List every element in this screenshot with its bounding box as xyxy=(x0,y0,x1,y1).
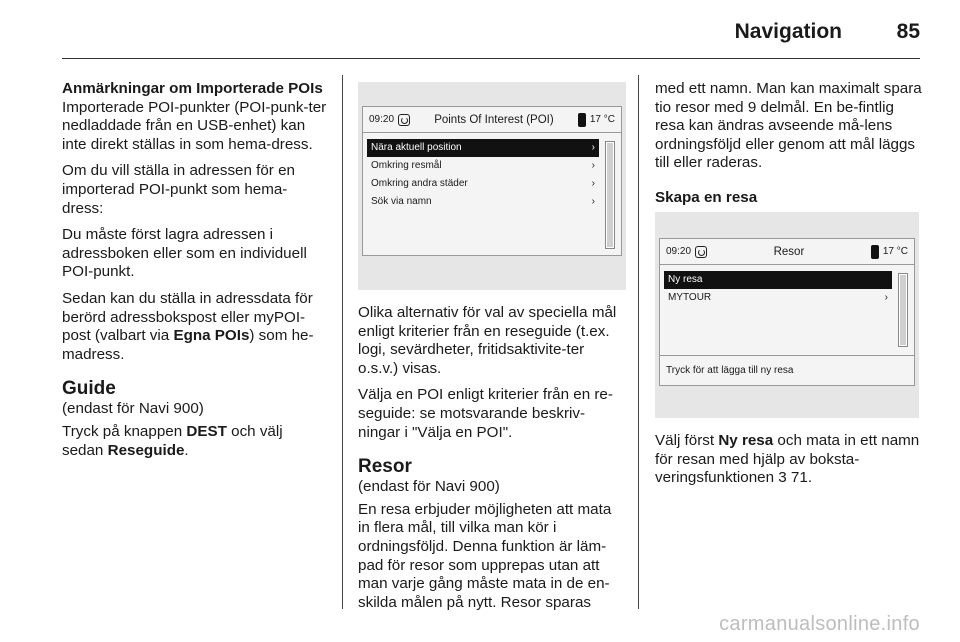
bold-term: Ny resa xyxy=(718,432,774,449)
screen-title: Points Of Interest (POI) xyxy=(434,113,554,126)
bold-term: DEST xyxy=(186,422,227,440)
paragraph: Du måste först lagra adressen i adressboken eller som en individuell POI-punkt. xyxy=(62,226,307,281)
paragraph: En resa erbjuder möjligheten att mata in flera mål, till vilka man kör i ordningsföljd. Denna funktion är läm-pad för resor som upprepas utan att man varje gång måste mata in de en-skilda målen på nytt. Resor sparas xyxy=(358,500,612,611)
trip-item-mytour[interactable] xyxy=(664,289,892,307)
paragraph: Välja en POI enligt kriterier från en re-seguide: se motsvarande beskriv-ningar i "Välja en POI". xyxy=(358,386,613,441)
text: Sedan kan du ställa in adressdata för berörd adressbokspost eller myPOI-post (valbart via xyxy=(62,289,313,345)
screen-temp: 17 °C xyxy=(589,114,615,125)
column-divider-2 xyxy=(638,75,639,609)
screen-title: Resor xyxy=(773,245,805,258)
poi-list xyxy=(367,139,599,211)
bold-term: Reseguide xyxy=(107,441,185,459)
resor-heading: Resor xyxy=(358,456,412,478)
chevron-right-icon: › xyxy=(591,178,595,189)
create-trip-heading: Skapa en resa xyxy=(655,188,758,206)
imported-pois-heading: Anmärkningar om Importerade POIs xyxy=(62,80,323,97)
refresh-icon xyxy=(398,114,410,126)
scrollbar[interactable] xyxy=(605,141,615,249)
poi-screen xyxy=(362,106,622,256)
item-label: Omkring andra städer xyxy=(371,178,468,189)
screen-status-bar xyxy=(363,107,621,133)
chevron-right-icon: › xyxy=(884,292,888,303)
watermark: carmanualsonline.info xyxy=(719,613,920,635)
text: och mata in ett namn för resan med hjälp av boksta-veringsfunktionen xyxy=(655,432,920,487)
screen-figure-trips xyxy=(655,212,919,418)
refresh-icon xyxy=(695,246,707,258)
chevron-right-icon: › xyxy=(591,142,595,153)
poi-item-other-cities[interactable] xyxy=(367,175,599,193)
column-1 xyxy=(62,80,328,468)
text: Tryck på knappen xyxy=(62,422,187,440)
paragraph: med ett namn. Man kan maximalt spara tio resor med 9 delmål. En be-fintlig resa kan ändras avseende må-lens ordningsföljd eller genom att mål läggs till eller raderas. xyxy=(655,80,922,172)
item-label: Ny resa xyxy=(668,274,703,285)
poi-item-destination[interactable] xyxy=(367,157,599,175)
paragraph: Importerade POI-punkter (POI-punk-ter nedladdade från en USB-enhet) kan inte direkt ställas in som hema-dress. xyxy=(62,98,327,153)
item-label: Omkring resmål xyxy=(371,160,442,171)
guide-heading: Guide xyxy=(62,378,116,400)
column-3-lower xyxy=(655,432,923,496)
page-reference[interactable]: 3 71. xyxy=(778,469,813,487)
text: . xyxy=(184,441,189,459)
bold-term: Egna POIs xyxy=(173,327,250,345)
paragraph xyxy=(655,432,923,488)
screen-time: 09:20 xyxy=(666,246,692,257)
page-number: 85 xyxy=(896,20,920,43)
add-trip-hint[interactable]: Tryck för att lägga till ny resa xyxy=(660,355,914,385)
guide-subtitle: (endast för Navi 900) xyxy=(62,400,204,418)
text: Välj först xyxy=(655,432,719,449)
page-header-title: Navigation xyxy=(734,20,842,43)
paragraph: Olika alternativ för val av speciella mål enligt kriterier från en reseguide (t.ex. logi, sevärdheter, fritidsaktivite-ter o.s.v.) visas. xyxy=(358,304,617,377)
item-label: Nära aktuell position xyxy=(371,142,462,153)
screen-figure-poi xyxy=(358,82,626,290)
column-2 xyxy=(358,304,626,620)
chevron-right-icon: › xyxy=(591,196,595,207)
paragraph xyxy=(62,423,328,460)
item-label: MYTOUR xyxy=(668,292,712,303)
text: och välj sedan xyxy=(62,422,283,459)
column-divider-1 xyxy=(342,75,343,609)
trips-list xyxy=(664,271,892,307)
item-label: Sök via namn xyxy=(371,196,432,207)
poi-item-current-position[interactable] xyxy=(367,139,599,157)
poi-item-search-name[interactable] xyxy=(367,193,599,211)
paragraph xyxy=(62,290,328,364)
header-rule xyxy=(62,58,920,59)
chevron-right-icon: › xyxy=(591,160,595,171)
screen-status-bar xyxy=(660,239,914,265)
text: ) som he-madress. xyxy=(62,327,314,363)
screen-time: 09:20 xyxy=(369,114,395,125)
trips-screen xyxy=(659,238,915,386)
resor-subtitle: (endast för Navi 900) xyxy=(358,478,500,496)
paragraph: Om du vill ställa in adressen för en importerad POI-punkt som hema-dress: xyxy=(62,162,295,217)
column-3 xyxy=(655,80,923,216)
thermometer-icon xyxy=(871,245,879,259)
thermometer-icon xyxy=(578,113,586,127)
trip-item-new[interactable] xyxy=(664,271,892,289)
scrollbar[interactable] xyxy=(898,273,908,347)
screen-temp: 17 °C xyxy=(882,246,908,257)
